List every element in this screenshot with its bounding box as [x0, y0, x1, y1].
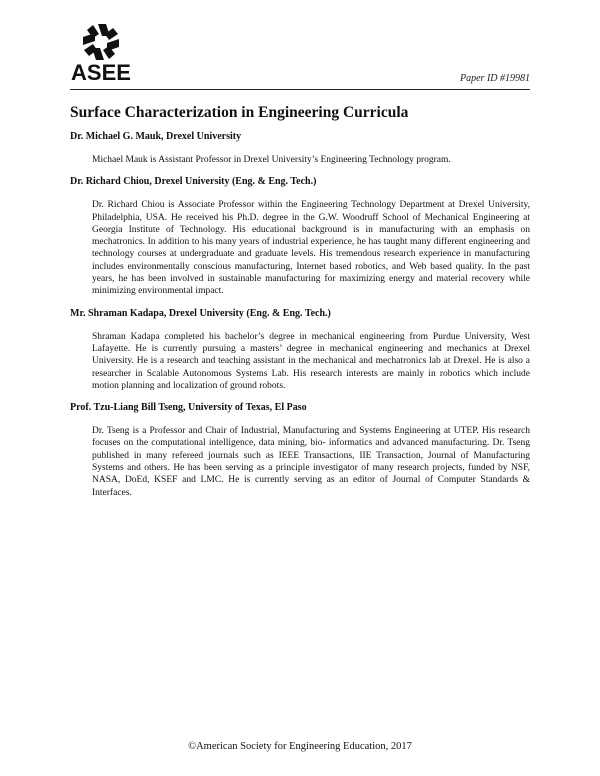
author-bio: Michael Mauk is Assistant Professor in Drexel University’s Engineering Technology program. — [92, 155, 451, 165]
author-bio: Shraman Kadapa completed his bachelor’s degree in mechanical engineering from Purdue University, West Lafayette. He is currently pursuing a masters’ degree in mechanical engineering and mechanics at Drexel University. He is a research and teaching assistant in the mechanical and mechatronics lab at Drexel. He is also a researcher in Scalable Autonomous Systems Lab. His research interests are mainly in robotics which include motion planning and localization of ground robots. — [92, 331, 530, 391]
author-bio: Dr. Richard Chiou is Associate Professor within the Engineering Technology Department at Drexel University, Philadelphia, USA. He received his Ph.D. degree in the G.W. Woodruff School of Mechanical Engineering at Georgia Institute of Technology. His educational background is in manufacturing with an emphasis on mechatronics. In addition to his many years of industrial experience, he has taught many different engineering and technology courses at undergraduate and graduate levels. His tremendous research experience in manufacturing includes environmentally conscious manufacturing, Internet based robotics, and Web based quality. In the past years, he has been involved in sustainable manufacturing for maximizing energy and material recovery while minimizing environmental impact. — [92, 200, 530, 297]
author-bio: Dr. Tseng is a Professor and Chair of Industrial, Manufacturing and Systems Engineering at UTEP. His research focuses on the computational intelligence, data mining, bio- informatics and advanced manufacturing. Dr. Tseng published in many refereed journals such as IEEE Transactions, IIE Transaction, Journal of Manufacturing Systems and others. He has been serving as a principle investigator of many research projects, funded by NSF, NASA, DoEd, KSEF and LMC. He is currently serving as an editor of Journal of Computer Standards & Interfaces. — [92, 426, 530, 498]
page-title: Surface Characterization in Engineering Curricula — [70, 104, 409, 121]
author-name: Mr. Shraman Kadapa, Drexel University (Eng. & Eng. Tech.) — [70, 307, 331, 319]
author-entry — [70, 402, 530, 499]
paper-id: Paper ID #19981 — [460, 73, 530, 84]
author-entry — [70, 176, 530, 297]
asee-logo-text: ASEE — [71, 60, 131, 85]
asee-emblem-icon — [70, 22, 132, 62]
author-entry — [70, 308, 530, 392]
author-name: Dr. Richard Chiou, Drexel University (Eng. & Eng. Tech.) — [70, 176, 317, 188]
author-name: Dr. Michael G. Mauk, Drexel University — [70, 131, 242, 142]
header-divider — [70, 89, 530, 90]
author-list — [70, 131, 530, 509]
copyright-footer: ©American Society for Engineering Education, 2017 — [188, 741, 412, 752]
author-name: Prof. Tzu-Liang Bill Tseng, University of Texas, El Paso — [70, 402, 307, 414]
author-entry — [70, 131, 530, 166]
